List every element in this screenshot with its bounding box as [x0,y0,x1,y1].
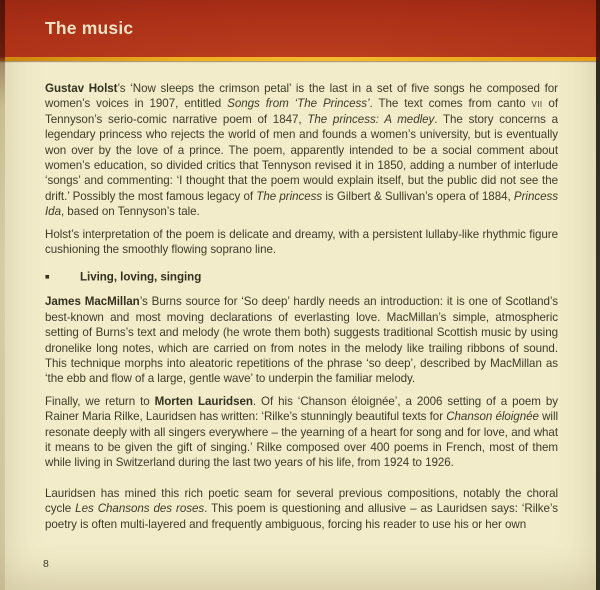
paragraph-lauridsen-roses: Lauridsen has mined this rich poetic seam for several previous compositions, notably the choral cycle Les Chansons des roses. This poem is questioning and allusive – as Lauridsen says: ‘Rilke’s poetry is often multi-layered and frequently ambiguous, forcing his reader to use his or her own [45,486,558,531]
header-bar [0,0,600,57]
page-content [0,61,600,532]
paragraph-lauridsen-chanson: Finally, we return to Morten Lauridsen. Of his ‘Chanson éloignée’, a 2006 setting of a poem by Rainer Maria Rilke, Lauridsen has written: ‘Rilke’s stunningly beautiful texts for Chanson éloignée will resonate deeply with all singers everywhere – the yearning of a heart for song and for love, and what it means to be given the gift of singing.’ Rilke composed over 400 poems in French, most of them while living in Switzerland during the last two years of his life, from 1924 to 1926. [45,394,558,470]
paragraph-holst-intro: Gustav Holst’s ‘Now sleeps the crimson petal’ is the last in a set of five songs he composed for women’s voices in 1907, entitled Songs from ‘The Princess’. The text comes from canto vii of Tennyson’s serio-comic narrative poem of 1847, The princess: A medley. The story concerns a legendary princess who rejects the world of men and founds a women’s university, but is eventually won over by the love of a prince. The poem, apparently intended to be a social comment about women’s education, so divided critics that Tennyson revised it in 1850, adding a number of interlude ‘songs’ and commenting: ‘I thought that the poem would explain itself, but the public did not see the drift.’ Possibly the most famous legacy of The princess is Gilbert & Sullivan’s opera of 1884, Princess Ida, based on Tennyson’s tale. [45,82,559,219]
bullet-square-icon: ■ [45,272,50,282]
paragraph-macmillan: James MacMillan’s Burns source for ‘So deep’ hardly needs an introduction: it is one of Scotland’s best-known and most moving declarations of everlasting love. MacMillan’s simple, atmospheric setting of Burns’s text and melody (he wrote them both) suggests traditional Scottish music by using dronelike long notes, which are carried on from notes in the melody like trailing ribbons of sound. This technique morphs into aleatoric repetitions of the phrase ‘so deep’, described by MacMillan as ‘the ebb and flow of a large, gentle wave’ to underpin the familiar melody. [45,295,558,386]
page-title: The music [45,18,134,38]
section-heading [45,269,558,285]
section-heading-label: Living, loving, singing [80,270,202,284]
paragraph-holst-interpretation: Holst’s interpretation of the poem is delicate and dreamy, with a persistent lullaby-like rhythmic figure cushioning the smoothly flowing soprano line. [45,227,558,257]
page-number: 8 [43,558,49,570]
